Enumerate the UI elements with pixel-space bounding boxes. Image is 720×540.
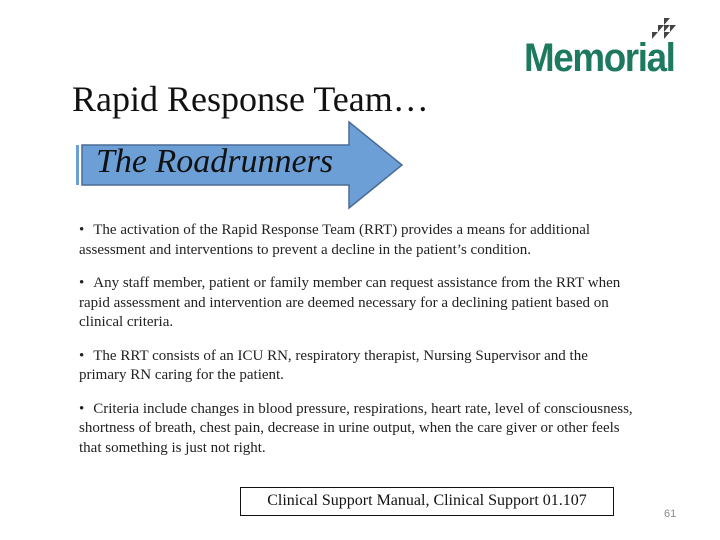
bullet-item xyxy=(79,274,639,333)
memorial-logo xyxy=(520,18,692,80)
logo-text: Memorial xyxy=(524,36,675,80)
slide-title: Rapid Response Team… xyxy=(72,79,429,119)
bullet-text: Criteria include changes in blood pressure, respirations, heart rate, level of consciousness, shortness of breath, chest pain, decrease in urine output, when the care giver or other feels that something is just not right. xyxy=(79,400,633,456)
page-number: 61 xyxy=(664,508,677,520)
bullet-dot: • xyxy=(79,400,85,417)
bullet-text: Any staff member, patient or family member can request assistance from the RRT when rapid assessment and intervention are deemed necessary for a declining patient based on clinical criteria. xyxy=(79,275,621,330)
bullet-dot: • xyxy=(79,347,85,364)
bullet-dot: • xyxy=(79,275,85,291)
reference-box: Clinical Support Manual, Clinical Support 01.107 xyxy=(240,487,614,516)
bullet-list xyxy=(79,221,639,472)
bullet-item xyxy=(79,400,639,459)
bullet-item xyxy=(79,221,639,260)
bullet-text: The activation of the Rapid Response Team (RRT) provides a means for additional assessment and interventions to prevent a decline in the patient’s condition. xyxy=(79,222,591,258)
bullet-item xyxy=(79,347,639,386)
bullet-dot: • xyxy=(79,222,85,238)
slide-subtitle: The Roadrunners xyxy=(96,143,334,180)
bullet-text: The RRT consists of an ICU RN, respiratory therapist, Nursing Supervisor and the primary RN caring for the patient. xyxy=(79,347,588,383)
